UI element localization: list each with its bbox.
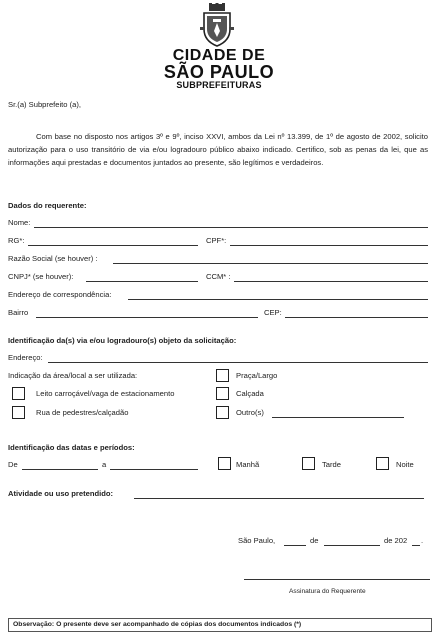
signature-label: Assinatura do Requerente — [289, 588, 366, 595]
cnpj-field[interactable] — [86, 281, 198, 282]
label-cpf: CPF*: — [206, 236, 227, 245]
signature-year-field[interactable] — [412, 545, 420, 546]
checkbox-manha[interactable] — [218, 457, 231, 470]
cep-field[interactable] — [285, 317, 428, 318]
label-endereco: Endereço: — [8, 353, 43, 362]
label-calcada: Calçada — [236, 389, 264, 398]
checkbox-outros[interactable] — [216, 406, 229, 419]
label-noite: Noite — [396, 460, 414, 469]
label-endereco-correspondencia: Endereço de correspondência: — [8, 290, 112, 299]
date-from-field[interactable] — [22, 469, 98, 470]
bairro-field[interactable] — [36, 317, 258, 318]
section-title-activity: Atividade ou uso pretendido: — [8, 489, 114, 498]
name-field[interactable] — [34, 227, 428, 228]
brand-line-cidade: CIDADE DE — [172, 47, 266, 64]
footer-note-box — [8, 618, 432, 632]
intro-paragraph: Com base no disposto nos artigos 3º e 9º, inciso XXVI, ambos da Lei nº 13.399, de 1º de agosto de 2002, solicito autorização para o uso transitório de via e/ou logradouro público abaixo indicado. Certifico, sob as penas da lei, que as informações aqui prestadas e documentos juntados ao presente, são legítimos e verdadeiros. — [8, 132, 428, 167]
checkbox-tarde[interactable] — [302, 457, 315, 470]
ccm-field[interactable] — [234, 281, 428, 282]
label-leito: Leito carroçável/vaga de estacionamento — [36, 389, 175, 398]
signature-month-field[interactable] — [324, 545, 380, 546]
signature-line[interactable] — [244, 579, 430, 580]
label-razao-social: Razão Social (se houver) : — [8, 254, 98, 263]
cpf-field[interactable] — [230, 245, 428, 246]
label-de: De — [8, 460, 18, 469]
label-rua-pedestres: Rua de pedestres/calçadão — [36, 408, 129, 417]
label-rg: RG*: — [8, 236, 25, 245]
label-praca: Praça/Largo — [236, 371, 278, 380]
rg-field[interactable] — [28, 245, 198, 246]
section-title-requester: Dados do requerente: — [8, 201, 87, 210]
greeting: Sr.(a) Subprefeito (a), — [8, 100, 82, 109]
checkbox-calcada[interactable] — [216, 387, 229, 400]
checkbox-leito[interactable] — [12, 387, 25, 400]
brand-line-sao-paulo: SÃO PAULO — [163, 62, 275, 82]
signature-city: São Paulo, — [238, 536, 276, 545]
label-manha: Manhã — [236, 460, 260, 469]
label-outros: Outro(s) — [236, 408, 264, 417]
brand-line-subprefeituras: SUBPREFEITURAS — [176, 80, 262, 90]
signature-day-field[interactable] — [284, 545, 306, 546]
section-title-dates: Identificação das datas e períodos: — [8, 443, 135, 452]
label-cnpj: CNPJ* (se houver): — [8, 272, 74, 281]
section-title-location: Identificação da(s) via e/ou logradouro(s) objeto da solicitação: — [8, 336, 237, 345]
signature-de-1: de — [310, 536, 319, 545]
label-tarde: Tarde — [322, 460, 341, 469]
endereco-field[interactable] — [48, 362, 428, 363]
label-indicacao: Indicação da área/local a ser utilizada: — [8, 371, 138, 380]
signature-de-2: de 202 — [384, 536, 408, 545]
label-cep: CEP: — [264, 308, 282, 317]
date-to-field[interactable] — [110, 469, 198, 470]
signature-end: . — [421, 536, 424, 545]
activity-field[interactable] — [134, 498, 424, 499]
label-bairro: Bairro — [8, 308, 29, 317]
label-a: a — [102, 460, 107, 469]
razao-social-field[interactable] — [113, 263, 428, 264]
coat-of-arms-logo — [200, 3, 234, 47]
label-ccm: CCM* : — [206, 272, 231, 281]
endereco-correspondencia-field[interactable] — [128, 299, 428, 300]
label-name: Nome: — [8, 218, 31, 227]
checkbox-rua-pedestres[interactable] — [12, 406, 25, 419]
checkbox-noite[interactable] — [376, 457, 389, 470]
outros-field[interactable] — [272, 417, 404, 418]
checkbox-praca[interactable] — [216, 369, 229, 382]
footer-note: Observação: O presente deve ser acompanhado de cópias dos documentos indicados (*) — [13, 621, 302, 628]
